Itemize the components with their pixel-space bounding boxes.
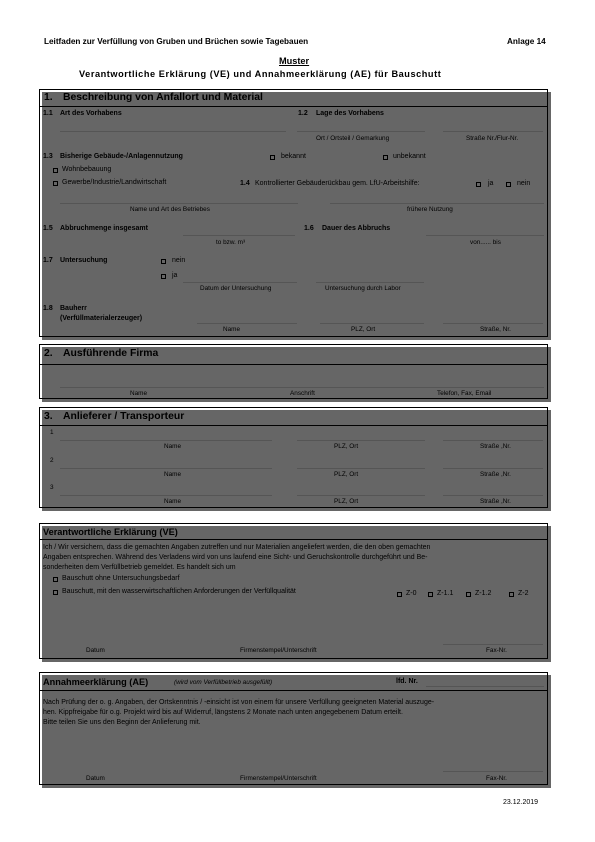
- label-untersuchung-ja: ja: [172, 272, 178, 279]
- ae-lfd-nr-label: lfd. Nr.: [396, 678, 418, 685]
- ae-subtitle: (wird vom Verfüllbetrieb ausgefüllt): [174, 679, 273, 686]
- label-z12: Z-1.2: [475, 590, 492, 597]
- caption-datum-untersuchung: Datum der Untersuchung: [200, 285, 272, 292]
- caption-menge-unit: to bzw. m³: [216, 239, 246, 246]
- label-1-4-number: 1.4: [240, 180, 250, 187]
- ve-caption-datum: Datum: [86, 647, 105, 654]
- transporteur-3-plz-line[interactable]: [297, 495, 425, 496]
- transporteur-1-strasse-line[interactable]: [443, 440, 543, 441]
- label-bauschutt-verfuellqualitaet: Bauschutt, mit den wasserwirtschaftlichen Anforderungen der Verfüllqualität: [62, 588, 296, 595]
- label-z11: Z-1.1: [437, 590, 454, 597]
- bauherr-strasse-input-line[interactable]: [443, 323, 543, 324]
- transporteur-1-plz-caption: PLZ, Ort: [334, 443, 359, 450]
- caption-firma-name: Name: [130, 390, 148, 397]
- section-1-title: Beschreibung von Anfallort und Material: [63, 92, 263, 103]
- ae-caption-datum: Datum: [86, 775, 105, 782]
- transporteur-2-name-line[interactable]: [60, 468, 272, 469]
- caption-untersuchung-labor: Untersuchung durch Labor: [325, 285, 401, 292]
- transporteur-2-name-caption: Name: [164, 471, 182, 478]
- ve-caption-fax: Fax-Nr.: [486, 647, 507, 654]
- ve-text-line-2: Angaben entsprechen. Während des Verladens wird von uns laufend eine Sicht- und Geruchskontrolle durchgeführt und Be-: [43, 554, 428, 561]
- transporteur-2-strasse-line[interactable]: [443, 468, 543, 469]
- transporteur-3-name-caption: Name: [164, 498, 182, 505]
- nutzung-input-line[interactable]: [330, 203, 544, 204]
- transporteur-1-name-caption: Name: [164, 443, 182, 450]
- datum-untersuchung-input-line[interactable]: [183, 282, 297, 283]
- caption-firma-telefon: Telefon, Fax, Email: [437, 390, 492, 397]
- ae-caption-stempel: Firmenstempel/Unterschrift: [240, 775, 317, 782]
- ve-text-line-1: Ich / Wir versichern, dass die gemachten Angaben zutreffen und nur Materialien angeliefert werden, die den oben gemachten: [43, 544, 431, 551]
- label-wohnbebauung: Wohnbebauung: [62, 166, 112, 173]
- transporteur-3-strasse-line[interactable]: [443, 495, 543, 496]
- section-1-box: [39, 89, 548, 337]
- section-1-number: 1.: [44, 92, 53, 103]
- strasse-flur-input-line[interactable]: [443, 131, 543, 132]
- ae-fax-input-line[interactable]: [443, 771, 543, 772]
- ae-caption-fax: Fax-Nr.: [486, 775, 507, 782]
- ve-fax-input-line[interactable]: [443, 644, 543, 645]
- transporteur-1-number: 1: [50, 429, 54, 436]
- label-rueckbau-nein: nein: [517, 180, 531, 187]
- footer-date: 23.12.2019: [503, 799, 539, 806]
- caption-ort: Ort / Ortsteil / Gemarkung: [316, 135, 390, 142]
- transporteur-2-strasse-caption: Straße ,Nr.: [480, 471, 511, 478]
- label-1-5-number: 1.5: [43, 225, 53, 232]
- section-3-title: Anlieferer / Transporteur: [63, 411, 185, 422]
- betrieb-input-line[interactable]: [60, 203, 298, 204]
- checkbox-wohnbebauung[interactable]: [53, 168, 58, 173]
- section-2-number: 2.: [44, 348, 53, 359]
- caption-dauer-unit: von...... bis: [470, 239, 501, 246]
- ae-text-line-1: Nach Prüfung der o. g. Angaben, der Ortskenntnis / -einsicht ist von einem für unsere Verfüllung geeigneten Material auszuge-: [43, 699, 435, 706]
- label-bauschutt-ohne-untersuchung: Bauschutt ohne Untersuchungsbedarf: [62, 575, 180, 582]
- checkbox-bauschutt-ohne-untersuchung[interactable]: [53, 577, 58, 582]
- transporteur-2-plz-line[interactable]: [297, 468, 425, 469]
- ve-title: Verantwortliche Erklärung (VE): [43, 527, 178, 537]
- label-untersuchung: Untersuchung: [60, 257, 108, 264]
- caption-bauherr-strasse: Straße, Nr.: [480, 326, 511, 333]
- label-unbekannt: unbekannt: [393, 153, 426, 160]
- ve-caption-stempel: Firmenstempel/Unterschrift: [240, 647, 317, 654]
- checkbox-bekannt[interactable]: [270, 155, 275, 160]
- dauer-input-line[interactable]: [426, 235, 544, 236]
- checkbox-z11[interactable]: [428, 592, 433, 597]
- section-2-title: Ausführende Firma: [63, 348, 159, 359]
- ae-box: [39, 672, 548, 785]
- transporteur-2-plz-caption: PLZ, Ort: [334, 471, 359, 478]
- checkbox-rueckbau-nein[interactable]: [506, 182, 511, 187]
- label-1-6-number: 1.6: [304, 225, 314, 232]
- checkbox-untersuchung-nein[interactable]: [161, 259, 166, 264]
- bauherr-plz-input-line[interactable]: [320, 323, 424, 324]
- label-rueckbau-ja: ja: [488, 180, 494, 187]
- header-anlage: Anlage 14: [507, 37, 546, 46]
- transporteur-1-strasse-caption: Straße ,Nr.: [480, 443, 511, 450]
- label-abbruchmenge: Abbruchmenge insgesamt: [60, 225, 148, 232]
- checkbox-untersuchung-ja[interactable]: [161, 274, 166, 279]
- caption-bauherr-name: Name: [223, 326, 241, 333]
- label-1-1-number: 1.1: [43, 110, 53, 117]
- transporteur-3-strasse-caption: Straße ,Nr.: [480, 498, 511, 505]
- header-title: Leitfaden zur Verfüllung von Gruben und Brüchen sowie Tagebauen: [44, 37, 309, 46]
- checkbox-z0[interactable]: [397, 592, 402, 597]
- label-z2: Z-2: [518, 590, 529, 597]
- label-untersuchung-nein: nein: [172, 257, 186, 264]
- checkbox-z2[interactable]: [509, 592, 514, 597]
- muster-label: Muster: [279, 56, 310, 66]
- checkbox-gewerbe[interactable]: [53, 181, 58, 186]
- checkbox-unbekannt[interactable]: [383, 155, 388, 160]
- label-1-8-number: 1.8: [43, 305, 53, 312]
- art-input-line[interactable]: [60, 131, 286, 132]
- bauherr-name-input-line[interactable]: [197, 323, 297, 324]
- transporteur-2-number: 2: [50, 457, 54, 464]
- transporteur-3-plz-caption: PLZ, Ort: [334, 498, 359, 505]
- label-bekannt: bekannt: [281, 153, 306, 160]
- ae-lfd-nr-input-line[interactable]: [426, 686, 544, 687]
- transporteur-1-name-line[interactable]: [60, 440, 272, 441]
- label-1-3-number: 1.3: [43, 153, 53, 160]
- checkbox-rueckbau-ja[interactable]: [476, 182, 481, 187]
- label-verfuellmaterialerzeuger: (Verfüllmaterialerzeuger): [60, 315, 143, 322]
- checkbox-bauschutt-verfuellqualitaet[interactable]: [53, 590, 58, 595]
- label-1-7-number: 1.7: [43, 257, 53, 264]
- label-1-2-number: 1.2: [298, 110, 308, 117]
- caption-betrieb: Name und Art des Betriebes: [130, 206, 210, 213]
- ae-text-line-2: hen. Kippfreigabe für o.g. Projekt wird bis auf Widerruf, längstens 2 Monate nach unten angegebenem Datum erteilt.: [43, 709, 403, 716]
- label-gewerbe: Gewerbe/Industrie/Landwirtschaft: [62, 179, 167, 186]
- ort-input-line[interactable]: [297, 131, 425, 132]
- label-rueckbau: Kontrollierter Gebäuderückbau gem. LfU-Arbeitshilfe:: [255, 180, 420, 187]
- ve-text-line-3: sonderheiten dem Verfüllbetrieb gemeldet. Es handelt sich um: [43, 564, 236, 571]
- transporteur-1-plz-line[interactable]: [297, 440, 425, 441]
- caption-fruehere-nutzung: frühere Nutzung: [407, 206, 453, 213]
- label-art-des-vorhabens: Art des Vorhabens: [60, 110, 122, 117]
- ae-title: Annahmeerklärung (AE): [43, 677, 149, 687]
- caption-firma-anschrift: Anschrift: [290, 390, 315, 397]
- caption-strasse-flur: Straße Nr./Flur-Nr.: [466, 135, 519, 142]
- document-title: Verantwortliche Erklärung (VE) und Annahmeerklärung (AE) für Bauschutt: [79, 69, 442, 79]
- ae-text-line-3: Bitte teilen Sie uns den Beginn der Anlieferung mit.: [43, 719, 201, 726]
- section-3-number: 3.: [44, 411, 53, 422]
- label-dauer: Dauer des Abbruchs: [322, 225, 391, 232]
- label-gebaeude-nutzung: Bisherige Gebäude-/Anlagennutzung: [60, 153, 183, 160]
- caption-bauherr-plz: PLZ, Ort: [351, 326, 376, 333]
- labor-input-line[interactable]: [316, 282, 424, 283]
- firma-input-line[interactable]: [60, 387, 544, 388]
- transporteur-3-number: 3: [50, 484, 54, 491]
- transporteur-3-name-line[interactable]: [60, 495, 272, 496]
- label-lage-des-vorhabens: Lage des Vorhabens: [316, 110, 384, 117]
- label-z0: Z-0: [406, 590, 417, 597]
- abbruchmenge-input-line[interactable]: [183, 235, 295, 236]
- label-bauherr: Bauherr: [60, 305, 87, 312]
- checkbox-z12[interactable]: [466, 592, 471, 597]
